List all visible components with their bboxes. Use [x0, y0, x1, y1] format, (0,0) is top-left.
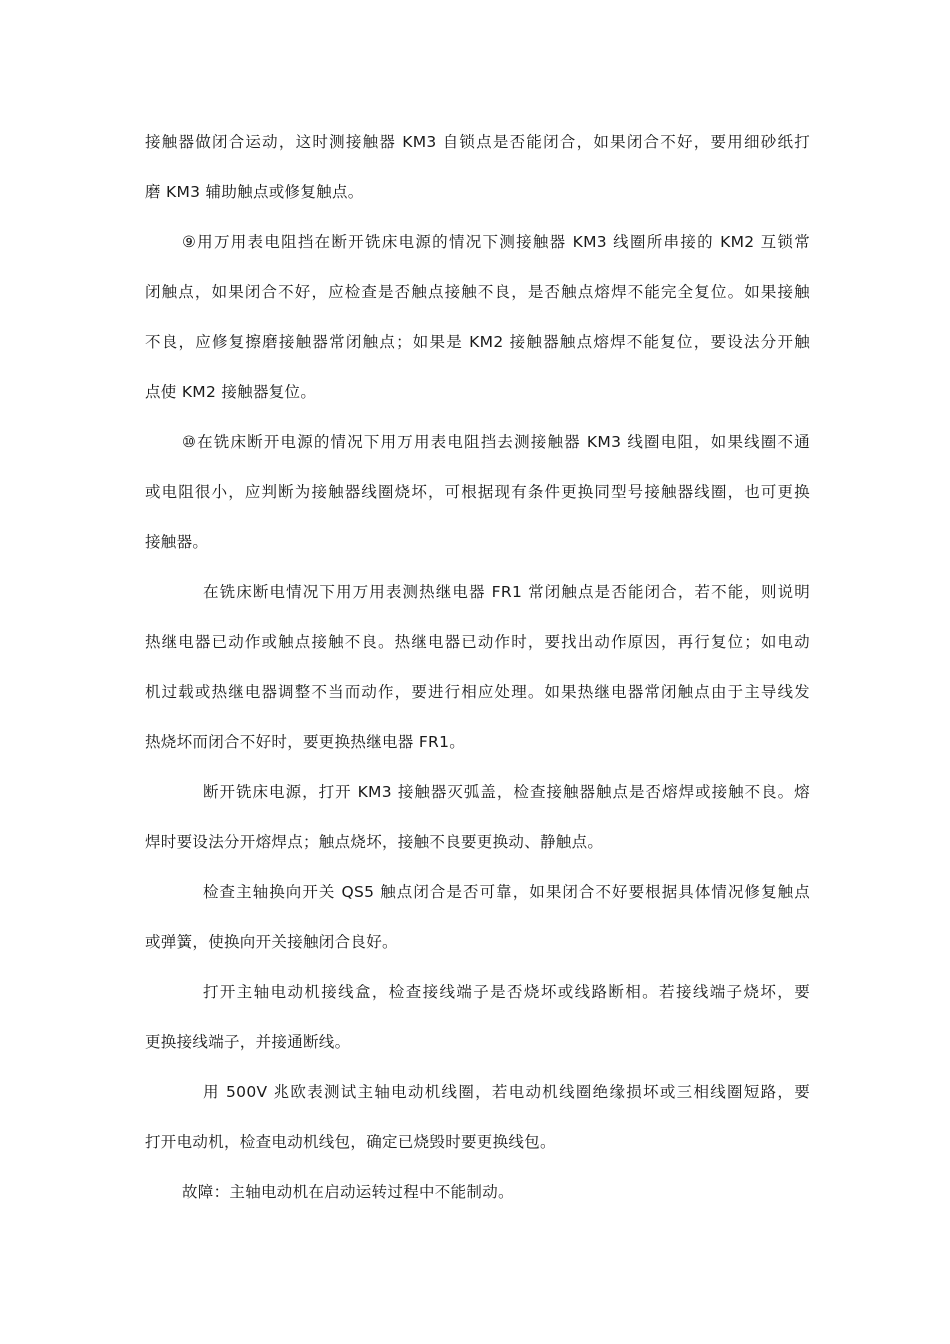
paragraph-line: 打开电动机，检查电动机线包，确定已烧毁时要更换线包。 [145, 1133, 556, 1151]
paragraph-line: 在铣床断电情况下用万用表测热继电器 FR1 常闭触点是否能闭合，若不能，则说明 [203, 583, 810, 601]
paragraph-line: 磨 KM3 辅助触点或修复触点。 [145, 183, 364, 201]
fault-heading: 故障：主轴电动机在启动运转过程中不能制动。 [182, 1183, 514, 1201]
paragraph-line: 或电阻很小，应判断为接触器线圈烧坏，可根据现有条件更换同型号接触器线圈，也可更换 [145, 483, 810, 501]
paragraph-line: 接触器。 [145, 533, 209, 551]
paragraph-line: 机过载或热继电器调整不当而动作，要进行相应处理。如果热继电器常闭触点由于主导线发 [145, 683, 810, 701]
paragraph-line: 点使 KM2 接触器复位。 [145, 383, 317, 401]
paragraph-line: 更换接线端子，并接通断线。 [145, 1033, 351, 1051]
paragraph-line: 焊时要设法分开熔焊点；触点烧坏，接触不良要更换动、静触点。 [145, 833, 604, 851]
paragraph-line: 或弹簧，使换向开关接触闭合良好。 [145, 933, 398, 951]
paragraph-line: 不良，应修复擦磨接触器常闭触点；如果是 KM2 接触器触点熔焊不能复位，要设法分开触 [145, 333, 810, 351]
paragraph-line: 检查主轴换向开关 QS5 触点闭合是否可靠，如果闭合不好要根据具体情况修复触点 [203, 883, 810, 901]
paragraph-line: 用 500V 兆欧表测试主轴电动机线圈，若电动机线圈绝缘损坏或三相线圈短路，要 [203, 1083, 810, 1101]
paragraph-line: 热烧坏而闭合不好时，要更换热继电器 FR1。 [145, 733, 466, 751]
paragraph-line: 热继电器已动作或触点接触不良。热继电器已动作时，要找出动作原因，再行复位；如电动 [145, 633, 810, 651]
paragraph-line: 闭触点，如果闭合不好，应检查是否触点接触不良，是否触点熔焊不能完全复位。如果接触 [145, 283, 810, 301]
paragraph-line: 接触器做闭合运动，这时测接触器 KM3 自锁点是否能闭合，如果闭合不好，要用细砂纸打 [145, 133, 810, 151]
paragraph-line: ⑨用万用表电阻挡在断开铣床电源的情况下测接触器 KM3 线圈所串接的 KM2 互锁常 [182, 233, 810, 251]
paragraph-line: 断开铣床电源，打开 KM3 接触器灭弧盖，检查接触器触点是否熔焊或接触不良。熔 [203, 783, 810, 801]
paragraph-line: 打开主轴电动机接线盒，检查接线端子是否烧坏或线路断相。若接线端子烧坏，要 [203, 983, 810, 1001]
paragraph-line: ⑩在铣床断开电源的情况下用万用表电阻挡去测接触器 KM3 线圈电阻，如果线圈不通 [182, 433, 810, 451]
